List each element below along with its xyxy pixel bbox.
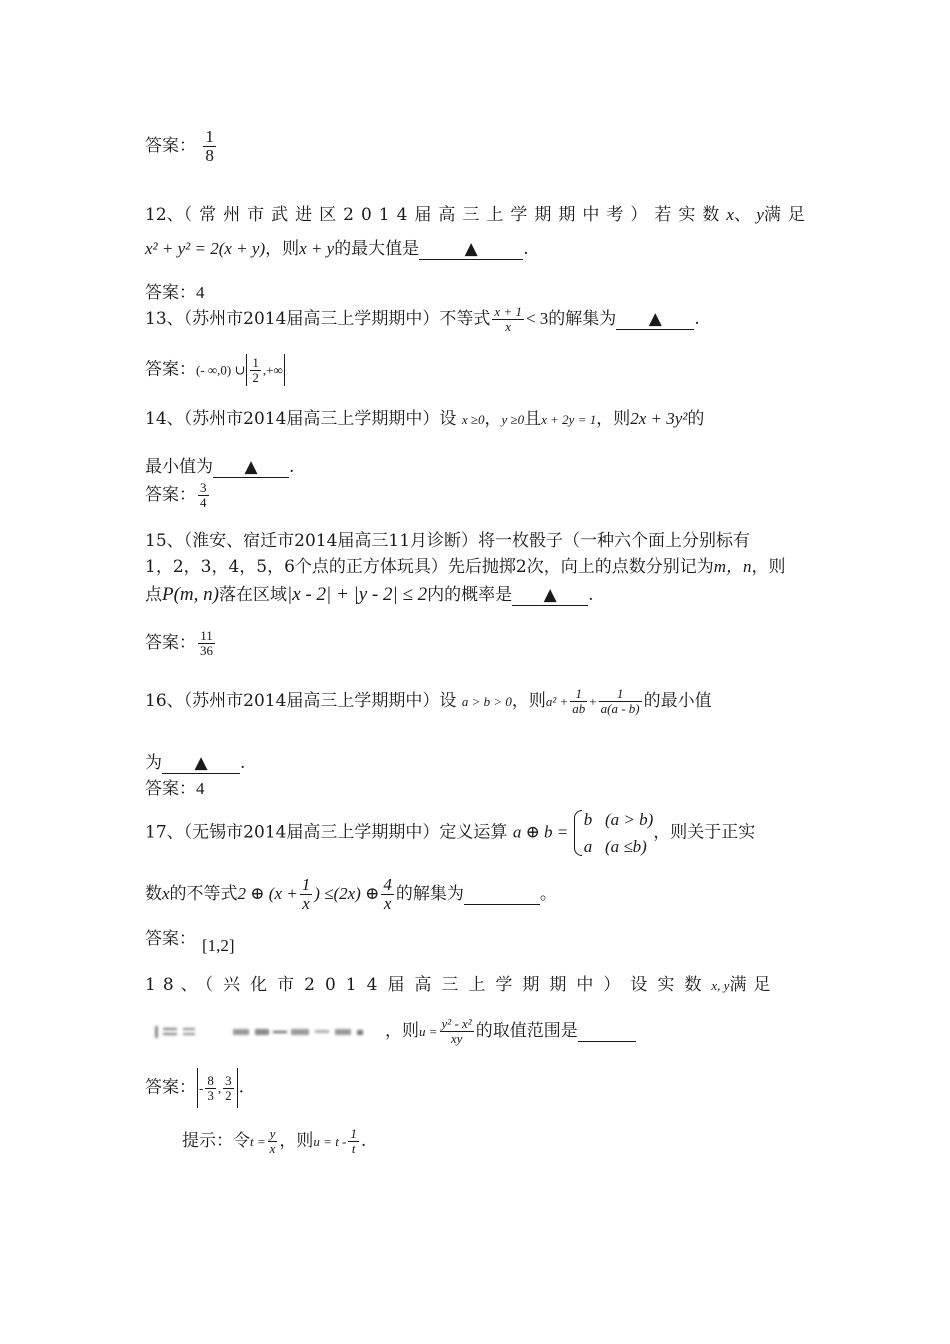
q14-source: （苏州市2014届高三上学期期中） [183,409,440,429]
q18-line1: 18、（兴化市2014届高三上学期期中）设实数x, y满足 [145,975,778,995]
q17-line1: 17、（无锡市2014届高三上学期期中）定义运算 a ⊕ b = b (a > b) a (a ≤b) ，则关于正实 [145,806,755,860]
q13-line1: 13、（苏州市2014届高三上学期期中）不等式 $\frac{x + 1}{x}$ < 3的解集为 ▲ . [145,304,700,334]
q18-line2: ，则u = $\frac{\text{y² - x²}}{xy}$ 的取值范围是 [145,1016,636,1046]
triangle-icon: ▲ [648,309,662,329]
q17-answer: 答案： [145,929,196,949]
q16-answer: 答案：4 [145,779,205,799]
triangle-icon: ▲ [194,753,208,773]
q13-fraction: $\frac{x + 1}{x}$ [494,304,522,334]
answer-blank [419,239,523,260]
q17-piecewise: b (a > b) a (a ≤b) [574,806,654,860]
q14-line1: 14、（苏州市2014届高三上学期期中）设 x ≥0，y ≥0且x + 2y = 1，则2x + 3y²的 [145,409,705,429]
q18-answer: 答案： - $\frac{8}{3}$ , $\frac{3}{2}$ . [145,1068,244,1108]
q15-answer: 答案： $\frac{11}{36}$ [145,628,213,658]
answer-blank [578,1021,636,1042]
triangle-icon: ▲ [543,585,557,605]
q17-line2: 数x的不等式2 ⊕ (x + $\frac{1}{x}$ ) ≤(2x) ⊕ $\frac{4}{x}$ 的解集为 。 [145,875,557,913]
q18-hint: 提示：令t = $\frac{y}{x}$ ，则u = t - $\frac{1}{t}$ . [182,1126,367,1156]
answer-blank [162,753,240,774]
triangle-icon: ▲ [244,457,258,477]
q15-line3: 点P(m, n)落在区域|x - 2| + |y - 2| ≤ 2内的概率是 ▲ . [145,584,594,605]
blurred-constraint-image [145,1024,385,1040]
q14-answer: 答案： $\frac{3}{4}$ [145,480,207,510]
q12-line2: x² + y² = 2(x + y)，则x + y的最大值是 ▲ . [145,239,529,259]
q12-equation: x² + y² = 2(x + y) [145,239,266,258]
q11-answer [145,128,218,165]
q13-source: （苏州市2014届高三上学期期中） [183,309,440,329]
q12-line1: 12、（常州市武进区2014届高三上学期期中考）若实数x、 y满足 [145,205,812,225]
q15-line2: 1，2，3，4，5，6个点的正方体玩具）先后抛掷2次，向上的点数分别记为m，n，则 [145,557,786,577]
q18-source: （兴化市2014届高三上学期期中） [204,975,631,995]
answer-blank [464,884,540,905]
q13-answer: 答案：(- ∞,0) ∪ $\frac{1}{2}$ ,+∞ [145,354,283,385]
q12-source: （常州市武进区2014届高三上学期期中考） [183,205,655,225]
q14-line2: 最小值为 ▲ . [145,457,295,477]
answer-blank [213,457,289,478]
answer-blank [616,309,694,330]
answer-label: 答案： [145,135,196,156]
q15-line1: 15、（淮安、宿迁市2014届高三11月诊断）将一枚骰子（一种六个面上分别标有 [145,531,751,551]
q16-line1: 16、（苏州市2014届高三上学期期中）设 a > b > 0，则a² + $\frac{1}{ab}$ + $\frac{1}{a(a - b)}$ 的最小值 [145,686,712,716]
q17-answer-value: [1,2] [202,936,235,955]
q17-source: （无锡市2014届高三上学期期中） [183,822,440,843]
q12-answer: 答案：4 [145,283,205,303]
q16-line2: 为 ▲ . [145,753,246,773]
q11-answer-fraction: $\frac{1}{8}$ [205,127,214,165]
triangle-icon: ▲ [464,239,478,259]
q16-source: （苏州市2014届高三上学期期中） [183,691,440,711]
answer-blank [512,585,588,606]
